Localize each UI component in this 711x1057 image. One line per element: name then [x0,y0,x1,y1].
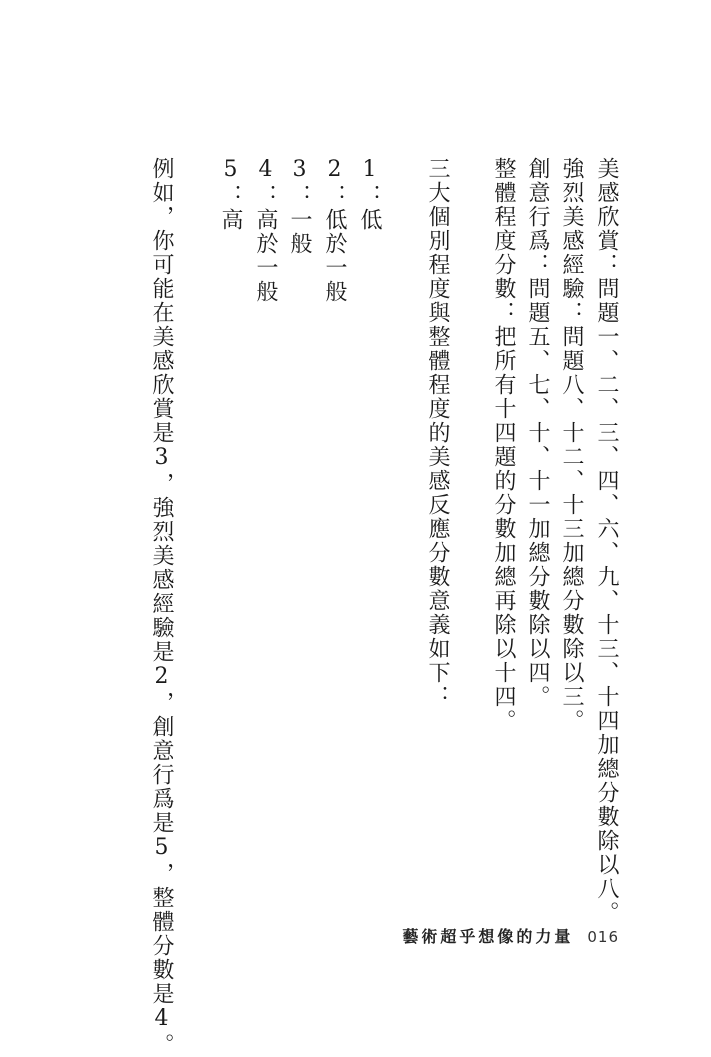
score-meaning-intro: 三大個別程度與整體程度的美感反應分數意義如下： [425,157,450,709]
scoring-rule-creative-behavior: 創意行爲：問題五、七、十、十一加總分數除以四。 [525,157,550,709]
page-footer [402,924,619,947]
score-level-1: 1：低 [357,157,382,232]
running-book-title: 藝術超乎想像的力量 [402,927,574,946]
score-level-3: 3：一般 [287,157,312,256]
scoring-rule-intense-aesthetic-experience: 強烈美感經驗：問題八、十二、十三加總分數除以三。 [559,157,584,733]
score-level-2: 2：低於一般 [322,157,347,304]
scoring-rule-aesthetic-appreciation: 美感欣賞：問題一、二、三、四、六、九、十三、十四加總分數除以八。 [594,157,619,925]
scoring-rule-overall-score: 整體程度分數：把所有十四題的分數加總再除以十四。 [491,157,516,733]
score-level-4: 4：高於一般 [253,157,278,304]
page-number: 016 [587,928,619,946]
example-paragraph: 例如，你可能在美感欣賞是3，強烈美感經驗是2，創意行爲是5，整體分數是4。 [149,157,174,1057]
score-level-5: 5：高 [218,157,243,232]
